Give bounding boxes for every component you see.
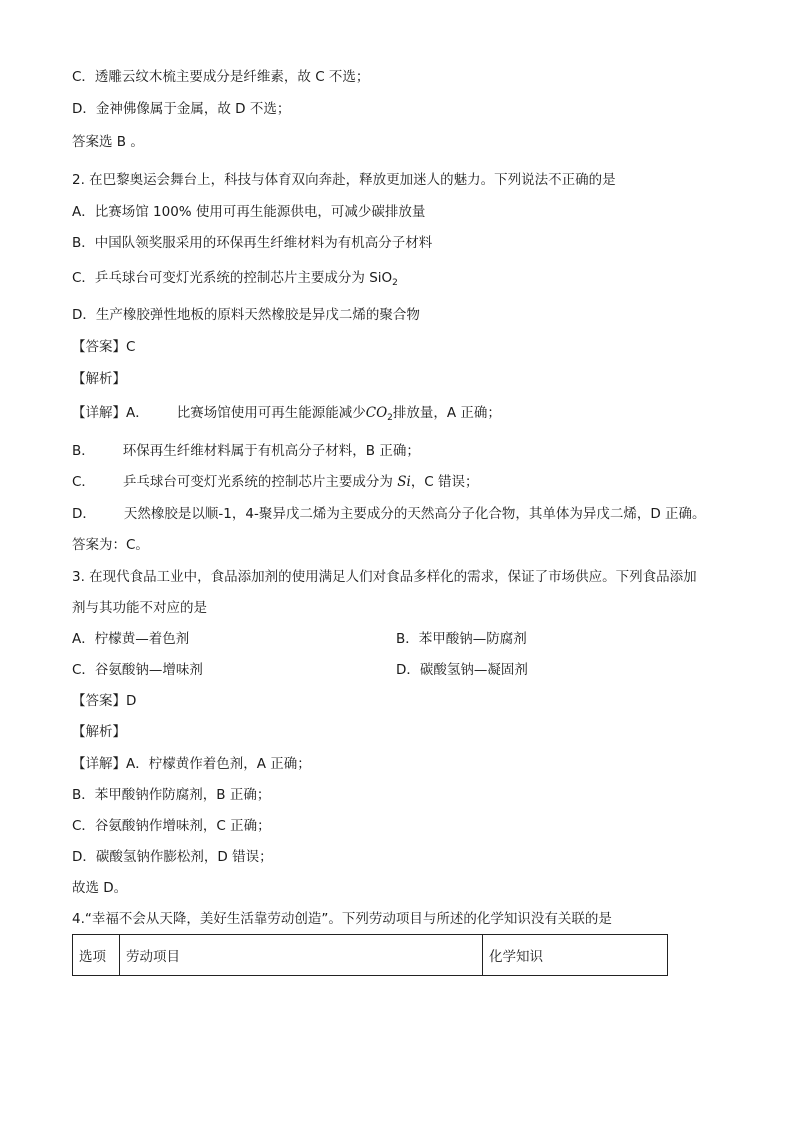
q2-option-c-text: C．乒乓球台可变灯光系统的控制芯片主要成分为 bbox=[72, 270, 370, 286]
q2-detail-c-text: 乒乓球台可变灯光系统的控制芯片主要成分为 bbox=[122, 474, 398, 490]
q2-answer bbox=[72, 338, 135, 356]
q2-analysis-tag: 【解析】 bbox=[72, 371, 126, 387]
q3-stem-line2: 剂与其功能不对应的是 bbox=[72, 600, 207, 616]
q2-detail-d bbox=[72, 505, 706, 523]
q3-option-d: D．碳酸氢钠—凝固剂 bbox=[396, 662, 528, 678]
q2-option-b: B．中国队领奖服采用的环保再生纤维材料为有机高分子材料 bbox=[72, 235, 433, 251]
q2-detail-a bbox=[72, 404, 501, 427]
prev-option-c-explanation: C．透雕云纹木梳主要成分是纤维素，故 C 不选； bbox=[72, 69, 370, 85]
prev-option-d-explanation: D．金神佛像属于金属，故 D 不选； bbox=[72, 101, 291, 117]
q4-stem: 4.“幸福不会从天降，美好生活靠劳动创造”。下列劳动项目与所述的化学知识没有关联的是 bbox=[72, 911, 612, 927]
q3-detail-b: B．苯甲酸钠作防腐剂，B 正确； bbox=[72, 787, 271, 803]
q3-option-c: C．谷氨酸钠—增味剂 bbox=[72, 662, 203, 678]
q2-option-c-formula: SiO bbox=[369, 270, 393, 286]
q2-detail-a-subscript: 2 bbox=[387, 413, 393, 423]
q2-detail-b bbox=[72, 442, 420, 460]
q4-table-header-row bbox=[73, 935, 668, 976]
q2-detail-a-text: 比赛场馆使用可再生能源能减少 bbox=[176, 405, 366, 421]
q3-answer-tag: 【答案】 bbox=[72, 693, 126, 709]
q2-final-answer: 答案为：C。 bbox=[72, 537, 149, 553]
q3-answer-value: D bbox=[126, 693, 137, 709]
q2-detail-b-text: 环保再生纤维材料属于有机高分子材料，B 正确； bbox=[122, 443, 420, 459]
q2-stem: 2. 在巴黎奥运会舞台上，科技与体育双向奔赴，释放更加迷人的魅力。下列说法不正确的是 bbox=[72, 172, 616, 188]
q2-option-c-subscript: 2 bbox=[392, 278, 398, 288]
q3-detail-a: 【详解】A．柠檬黄作着色剂，A 正确； bbox=[72, 756, 311, 772]
q2-detail-a-formula: CO bbox=[365, 405, 388, 421]
q2-detail-c-label: C． bbox=[72, 474, 95, 490]
prev-answer: 答案选 B 。 bbox=[72, 134, 144, 150]
q2-answer-tag: 【答案】 bbox=[72, 339, 126, 355]
q2-detail-a-tail: 排放量，A 正确； bbox=[392, 405, 501, 421]
q2-detail-d-text: 天然橡胶是以顺-1，4-聚异戊二烯为主要成分的天然高分子化合物，其单体为异戊二烯，D 正确。 bbox=[123, 506, 706, 522]
q3-option-b: B．苯甲酸钠—防腐剂 bbox=[396, 631, 527, 647]
q3-final-answer: 故选 D。 bbox=[72, 880, 128, 896]
q4-table bbox=[72, 934, 668, 976]
q3-option-a: A．柠檬黄—着色剂 bbox=[72, 631, 190, 647]
q2-detail-c bbox=[72, 473, 479, 491]
q3-analysis-tag: 【解析】 bbox=[72, 724, 126, 740]
q2-option-d: D．生产橡胶弹性地板的原料天然橡胶是异戊二烯的聚合物 bbox=[72, 307, 420, 323]
q2-option-c bbox=[72, 269, 398, 292]
q2-detail-c-formula: Si bbox=[397, 474, 411, 490]
q3-detail-d: D．碳酸氢钠作膨松剂，D 错误； bbox=[72, 849, 273, 865]
q2-detail-a-label: 【详解】A． bbox=[72, 405, 149, 421]
q2-detail-d-label: D． bbox=[72, 506, 96, 522]
q3-stem-line1: 3. 在现代食品工业中，食品添加剂的使用满足人们对食品多样化的需求，保证了市场供应。下列食品添加 bbox=[72, 569, 697, 585]
q3-detail-c: C．谷氨酸钠作增味剂，C 正确； bbox=[72, 818, 271, 834]
q4-table-header-labor: 劳动项目 bbox=[120, 935, 483, 976]
q4-table-header-option: 选项 bbox=[73, 935, 120, 976]
q2-detail-b-label: B． bbox=[72, 443, 95, 459]
q2-answer-value: C bbox=[126, 339, 136, 355]
q2-option-a: A．比赛场馆 100% 使用可再生能源供电，可减少碳排放量 bbox=[72, 204, 426, 220]
q4-table-header-chem: 化学知识 bbox=[483, 935, 668, 976]
q2-detail-c-tail: ，C 错误； bbox=[410, 474, 479, 490]
q3-answer bbox=[72, 692, 136, 710]
